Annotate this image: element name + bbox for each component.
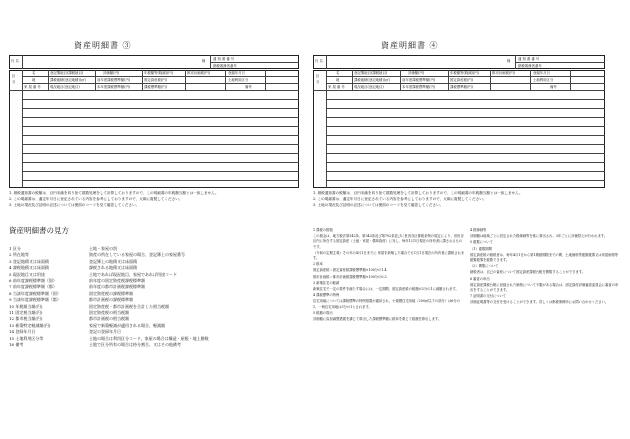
paragraph: 住宅用地については課税標準の特例措置が適用され、小規模住宅用地（200㎡以下の部分）は6分の1、一般住宅用地は3分の1とされます。	[313, 299, 460, 309]
guide-value: 土地であれば現況地目、家屋であれば用途コード	[89, 271, 177, 277]
mark: 様	[507, 59, 511, 63]
guide-value: 前年度の固定資産税課税標準額	[89, 278, 145, 284]
guide-key: 15 土地利用区分等	[9, 335, 44, 341]
check-no-label: 通 知 書 番 号	[518, 57, 540, 61]
side-label-1: 区	[316, 74, 320, 78]
col-header: 評価額(円)	[408, 71, 425, 75]
paragraph: （令和の定期主義）その年の4月1日までに 家屋を新築した場合でも1月1日現在の所有者に課税されます。	[313, 250, 465, 261]
col-header: 課税地積(登記地積)(㎡)	[354, 78, 390, 82]
col-header: 本年度課税標準額(円)	[97, 85, 131, 89]
col-header: 土地利用区分	[228, 78, 249, 82]
taxpayer-no-label: 納税義務者番号	[213, 64, 237, 68]
guide-key: 16 備考	[9, 342, 24, 348]
middle-column	[313, 228, 465, 323]
check-no-label: 通 知 書 番 号	[213, 57, 235, 61]
guide-value: 土地で区分所有の場合は持分割合、又はその他備考	[89, 342, 181, 348]
col-header: 都市計画税(円)	[187, 71, 210, 75]
guide-key: 5 現況地目又は用途	[9, 271, 45, 277]
guide-key: 2 所在地等	[9, 252, 29, 258]
col-header: 課税標準額(円)	[450, 85, 473, 89]
guide-value: 都市計画税の相当税額	[89, 316, 129, 322]
guide-value: 土地の場合は利用区分コード、家屋の場合は構造・屋根・地上階数	[89, 335, 209, 341]
paragraph: 新築住宅で一定の要件を満たす場合には、一定期間、固定資産税の税額が2分の1に減額されます。	[313, 287, 459, 292]
paragraph: 納税者は、自己の資産について固定資産課税台帳を閲覧することができます。	[470, 270, 586, 275]
paragraph: この税金は、地方税法第342条、第343条及び第702条並びに世田谷区都税条例の規定により、世田谷区内に所在する固定資産（土地・家屋・償却資産）に対し、毎年1月1日現在の所有者に課されるものです。	[313, 234, 464, 249]
paragraph: （1）縦覧期間	[470, 246, 492, 251]
taxpayer-no-label: 納税義務者番号	[518, 64, 542, 68]
paragraph: 1 課税の根拠	[313, 228, 333, 232]
col-header: 備考	[245, 85, 252, 89]
col-header: 固定資産税(円)	[450, 78, 473, 82]
owner-label: 氏 名	[11, 59, 19, 63]
paragraph: 固定資産税＝固定資産税課税標準額×100分の1.4	[313, 268, 387, 273]
guide-list	[9, 246, 299, 349]
guide-key: 14 登録年月日	[9, 329, 36, 335]
col-header: 土地利用区分	[533, 78, 554, 82]
guide-value: 課税される地積又は床面積	[89, 265, 137, 271]
paragraph: 4 路線価等	[470, 228, 487, 232]
note: 1. 納税通知書の税額は、百円未満を切り捨て端数処理をして計算しておりますので、この明細書の年税額当額とは一致しません。	[9, 191, 219, 195]
guide-value: 固定資産税の相当税額	[89, 310, 129, 316]
col-header: 前年度課税標準額(円)	[402, 78, 436, 82]
paragraph: 3 新築住宅の軽減	[313, 280, 340, 285]
note: 2. この明細書は、適定年月日に登記されている内容を参考にしておりますので、大綱に複製してください。	[9, 197, 183, 201]
paragraph: 2 税率	[313, 262, 323, 267]
paragraph: 固定資産課税台帳に登録された価格について不服がある場合は、固定資産評価審査委員会に審査の申出をすることができます。	[470, 282, 619, 293]
paragraph: （2）閲覧について	[470, 264, 499, 269]
col-header: 名	[336, 71, 340, 75]
col-header: 名	[32, 71, 36, 75]
col-header: 家 屋 番 号	[24, 85, 41, 89]
guide-key: 9 当該年度課税標準額（都）	[9, 297, 61, 303]
col-header: 前年度課税標準額(円)	[97, 78, 131, 82]
paragraph: 7 証明書の交付について	[470, 294, 507, 299]
guide-key: 13 新築特定軽減額(円)	[9, 322, 51, 328]
col-header: 登記簿地目(課税地目)	[50, 71, 84, 75]
guide-key: 7 前年度課税標準額（都）	[9, 284, 57, 290]
col-header: 登記簿地目(課税地目)	[354, 71, 388, 75]
side-label-2: 分	[12, 80, 16, 84]
col-header: 家 屋 番 号	[328, 85, 345, 89]
paragraph: 5 税額の算出	[313, 310, 333, 315]
col-header: 課税標準額(円)	[144, 85, 167, 89]
guide-value: 登記簿上の地積又は床面積	[89, 258, 137, 264]
col-header: 都市計画税(円)	[492, 71, 515, 75]
paragraph: 4 課税標準の特例	[313, 293, 340, 298]
right-column	[470, 228, 620, 307]
guide-key: 11 固定税当額(円)	[9, 310, 43, 316]
col-header: 固定資産税(円)	[144, 78, 167, 82]
note: 3. 土地の現況及び証明の記述については裏面のコードを見て確認してください。	[9, 203, 140, 207]
mark: 様	[202, 59, 206, 63]
guide-key: 8 当該年度課税標準額（固）	[9, 290, 61, 296]
guide-key: 12 都市税当額(円)	[9, 316, 43, 322]
note: 2. この明細書は、適定年月日に登記されている内容を参考にしておりますので、大綱に複製してください。	[313, 197, 487, 201]
left-notes	[9, 190, 309, 208]
guide-value: 都市計画税の課税標準額	[89, 297, 133, 303]
guide-key: 1 区分	[9, 246, 21, 251]
paragraph: 評価額に負担調整措置を講じて算出した課税標準額に税率を乗じて税額を算出します。	[313, 317, 442, 322]
owner-label: 氏 名	[315, 59, 323, 63]
guide-value: 固定資産税の課税標準額	[89, 290, 133, 296]
col-header: 年税額等(軽減)(円)	[144, 71, 174, 75]
guide-value: 家屋で新築軽減が適用される場合、軽減額	[89, 322, 165, 328]
col-header: 評価額(円)	[103, 71, 120, 75]
guide-key: 3 登記地積又は床面積	[9, 258, 49, 264]
paragraph: 評価証明書等の交付を受けることができます。詳しくは都税事務所にお問い合わせください。	[470, 300, 609, 305]
guide-key: 4 課税地積又は床面積	[9, 265, 49, 271]
paragraph: 固定資産税の納税者は、毎年4月1日から第1期納期限までの間、土地価格等縦覧帳簿又は家屋価格等縦覧帳簿を縦覧できます。	[470, 252, 619, 263]
guide-value: 資産の所在している家屋の場合、登記簿上の家屋番号	[89, 252, 185, 258]
col-header: 課税地積(登記地積)(㎡)	[50, 78, 86, 82]
paragraph: 5 縦覧について	[470, 240, 493, 245]
guide-key: 10 年税額当額(円)	[9, 303, 43, 309]
right-sheet-title: 資産明細書 ④	[381, 41, 439, 50]
col-header: 年税額等(軽減)(円)	[450, 71, 480, 75]
col-header: 地	[336, 78, 340, 82]
col-header: 登録年月日	[533, 71, 550, 75]
guide-item	[9, 342, 299, 348]
side-label-1: 区	[12, 74, 16, 78]
right-notes	[313, 190, 613, 208]
col-header: 現況地目(登記地目)	[50, 85, 80, 89]
col-header: 登録年月日	[228, 71, 245, 75]
note: 3. 土地の現況及び証明の記述については裏面のコードを見て確認してください。	[313, 203, 444, 207]
guide-value: 土地・家屋の別	[89, 246, 117, 251]
paragraph: 都市計画税＝都市計画税課税標準額×100分の0.3	[313, 274, 387, 279]
guide-value: 登記の登録年月日	[89, 329, 121, 335]
guide-key: 6 前年度課税標準額（固）	[9, 278, 57, 284]
note: 1. 納税通知書の税額は、百円未満を切り捨て端数処理をして計算しておりますので、この明細書の年税額当額とは一致しません。	[313, 191, 523, 195]
col-header: 備考	[550, 85, 557, 89]
paragraph: 評価額は地域ごとに設定された路線価等を基に算出され、3年ごとに評価替えが行われます。	[470, 234, 608, 239]
side-label-2: 分	[316, 80, 320, 84]
guide-title: 資産明細書の見方	[9, 226, 69, 235]
paragraph: 6 審査の申出	[470, 276, 490, 281]
guide-value: 固定資産税・都市計画税を合計した相当税額	[89, 303, 169, 309]
col-header: 地	[32, 78, 36, 82]
left-sheet-title: 資産明細書 ③	[74, 41, 132, 50]
col-header: 現況地目(登記地目)	[354, 85, 384, 89]
col-header: 本年度課税標準額(円)	[402, 85, 436, 89]
guide-value: 前年度の都市計画税課税標準額	[89, 284, 145, 290]
